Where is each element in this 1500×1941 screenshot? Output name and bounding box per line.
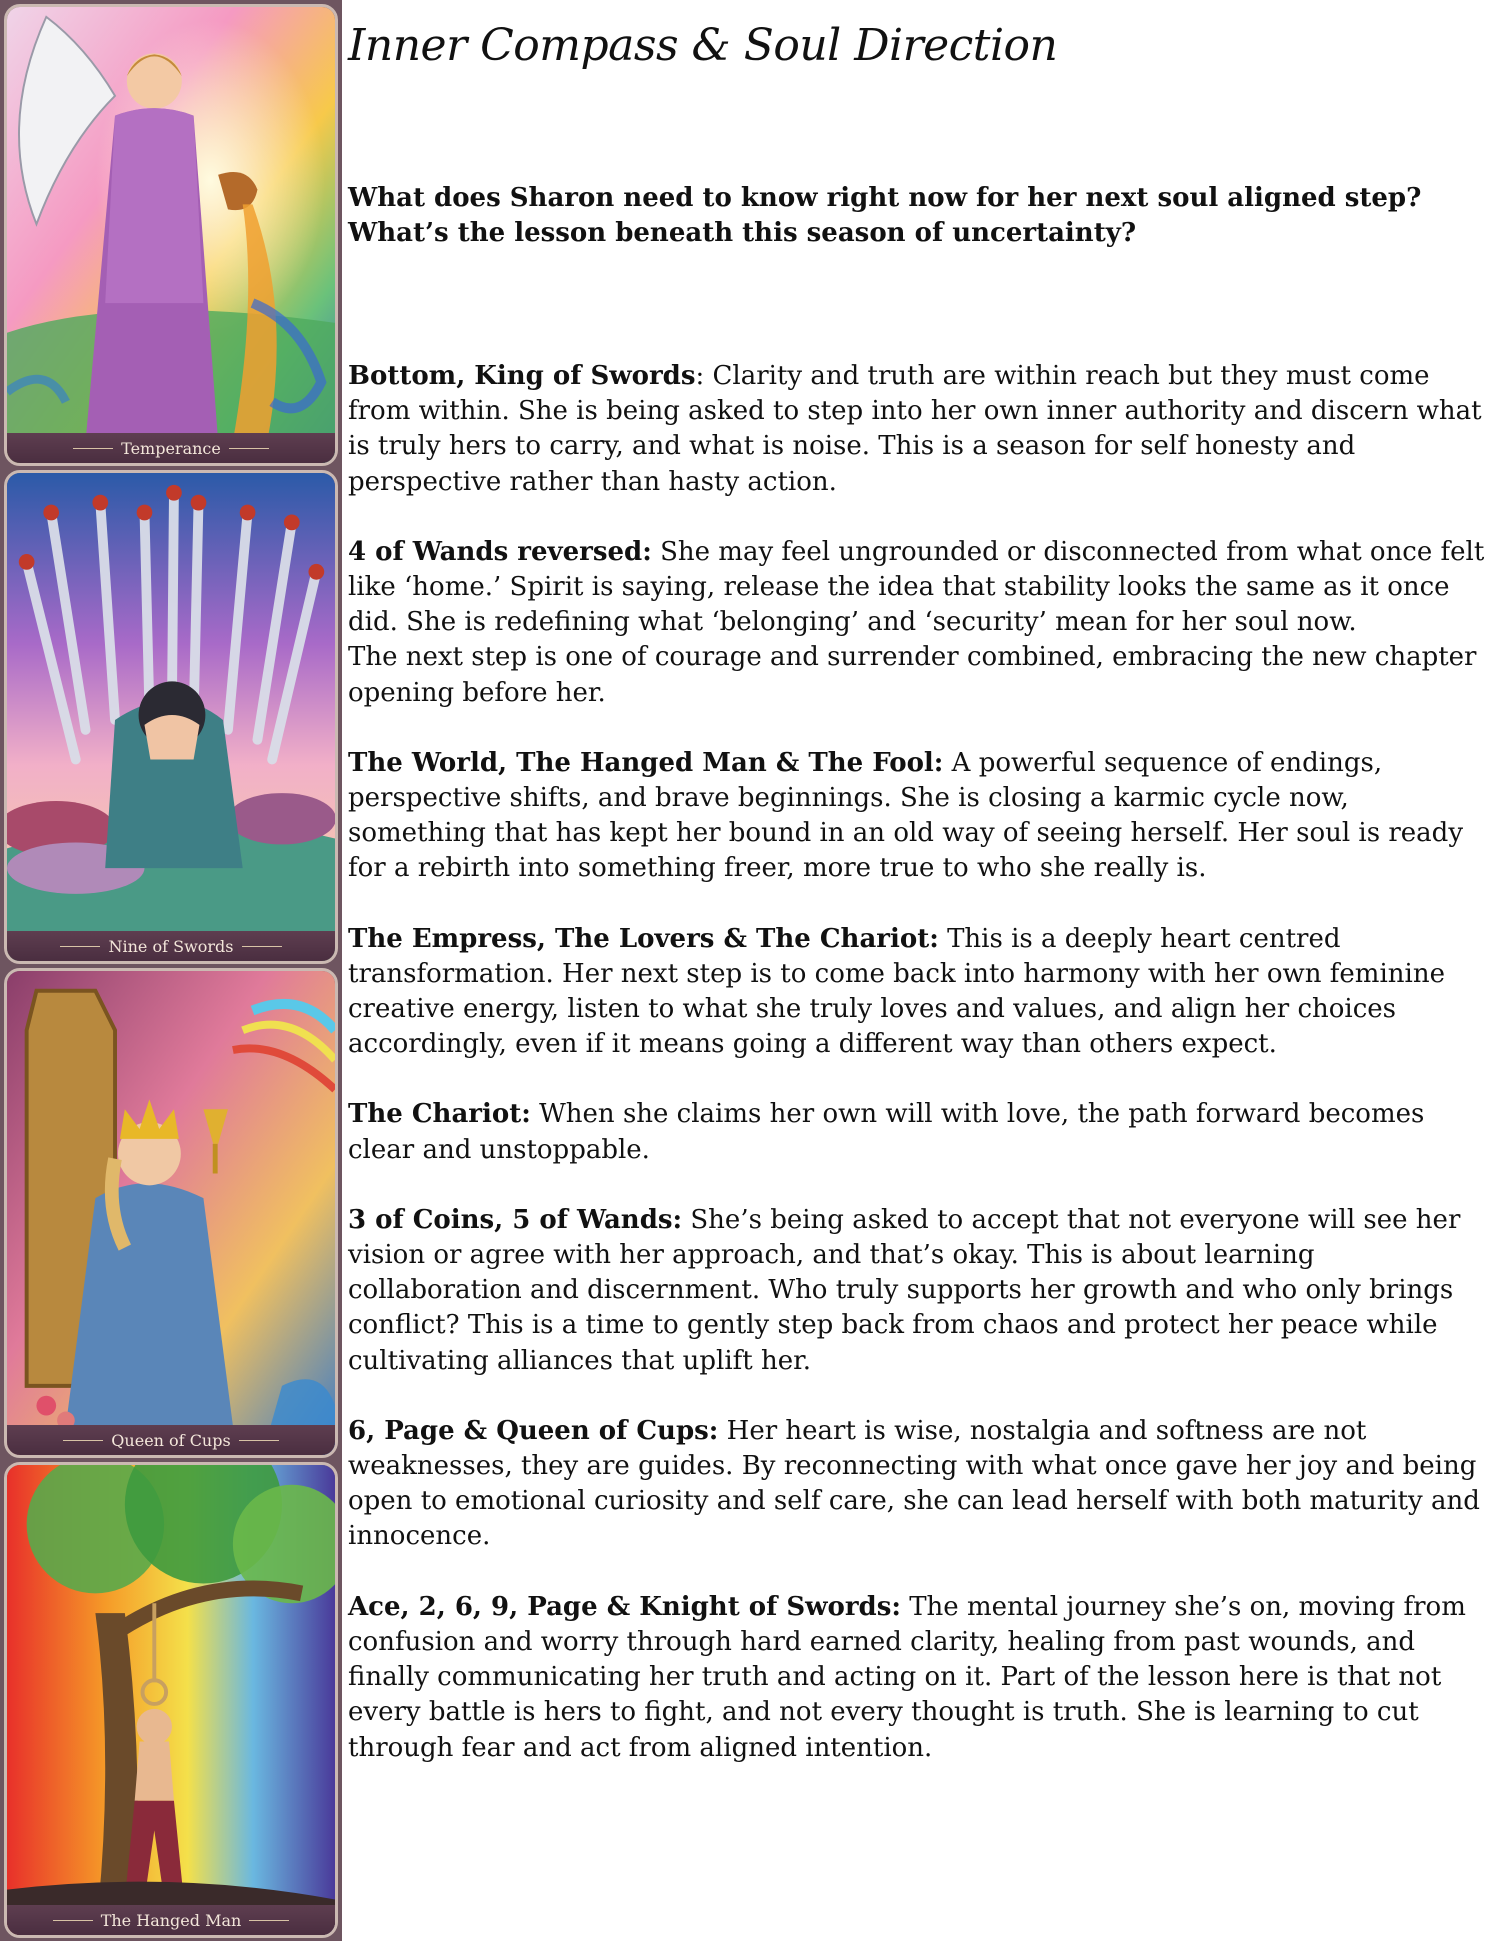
nine-of-swords-illustration [7, 473, 335, 961]
reading-heading: 6, Page & Queen of Cups: [348, 1415, 719, 1446]
the-hanged-man-illustration [7, 1465, 335, 1935]
reading-heading: 3 of Coins, 5 of Wands: [348, 1204, 683, 1235]
reading-body: A powerful sequence of endings, perspective shifts, and brave beginnings. She is closing a karmic cycle now, something that has kept her bound in an old way of seeing herself. Her soul is ready for a rebirth into something freer, more true to who she really is. [348, 747, 1464, 884]
reading-heading: The World, The Hanged Man & The Fool: [348, 747, 944, 778]
tarot-card-column [0, 0, 342, 1941]
card-temperance [4, 4, 338, 466]
card-queen-of-cups [4, 968, 338, 1458]
reading-chariot [348, 1097, 1488, 1167]
reading-heading: Bottom, King of Swords [348, 361, 696, 391]
card-readings [348, 359, 1488, 1801]
reading-question [348, 181, 1488, 251]
reading-body-continued: The next step is one of courage and surrender combined, embracing the new chapter opening before her. [348, 642, 1477, 708]
reading-separator: : [695, 361, 705, 391]
temperance-illustration [7, 7, 335, 463]
reading-body: The mental journey she’s on, moving from confusion and worry through hard earned clarity, healing from past wounds, and finally communicating her truth and acting on it. Part of the lesson here is that not every battle is hers to fight, and not every thought is truth. She is learning to cut through fear and act from aligned intention. [348, 1591, 1466, 1763]
reading-body: Her heart is wise, nostalgia and softness are not weaknesses, they are guides. By reconnecting with what once gave her joy and being open to emotional curiosity and self care, she can lead herself with both maturity and innocence. [348, 1415, 1480, 1552]
question-line: What does Sharon need to know right now for her next soul aligned step? [348, 183, 1422, 213]
reading-world-hanged-man-fool [348, 746, 1488, 887]
card-label: The Hanged Man [7, 1905, 335, 1935]
reading-coins-wands [348, 1203, 1488, 1379]
reading-page-queen-of-cups [348, 1414, 1488, 1555]
reading-empress-lovers-chariot [348, 922, 1488, 1063]
reading-body: She may feel ungrounded or disconnected from what once felt like ‘home.’ Spirit is saying, release the idea that stability looks the same as it once did. She is redefining what ‘belonging’ and ‘security’ mean for her soul now. [348, 536, 1485, 638]
card-label: Nine of Swords [7, 931, 335, 961]
reading-4-of-wands-reversed [348, 535, 1488, 711]
card-label: Queen of Cups [7, 1425, 335, 1455]
reading-heading: 4 of Wands reversed: [348, 536, 652, 567]
reading-heading: The Empress, The Lovers & The Chariot: [348, 923, 939, 954]
reading-king-of-swords [348, 359, 1488, 500]
queen-of-cups-illustration [7, 971, 335, 1455]
reading-swords-sequence [348, 1590, 1488, 1766]
reading-body: Clarity and truth are within reach but they must come from within. She is being asked to step into her own inner authority and discern what is truly hers to carry, and what is noise. This is a season for self honesty and perspective rather than hasty action. [348, 361, 1482, 497]
reading-body: She’s being asked to accept that not everyone will see her vision or agree with her approach, and that’s okay. This is about learning collaboration and discernment. Who truly supports her growth and who only brings conflict? This is a time to gently step back from chaos and protect her peace while cultivating alliances that uplift her. [348, 1204, 1461, 1376]
card-the-hanged-man [4, 1462, 338, 1938]
question-line: What’s the lesson beneath this season of uncertainty? [348, 218, 1137, 248]
card-nine-of-swords [4, 470, 338, 964]
page-title: Inner Compass & Soul Direction [348, 20, 1058, 71]
reading-heading: The Chariot: [348, 1099, 531, 1130]
reading-heading: Ace, 2, 6, 9, Page & Knight of Swords: [348, 1591, 901, 1622]
card-label: Temperance [7, 433, 335, 463]
reading-body: When she claims her own will with love, the path forward becomes clear and unstoppable. [348, 1099, 1425, 1165]
reading-body: This is a deeply heart centred transformation. Her next step is to come back into harmony with her own feminine creative energy, listen to what she truly loves and values, and align her choices accordingly, even if it means going a different way than others expect. [348, 923, 1445, 1060]
